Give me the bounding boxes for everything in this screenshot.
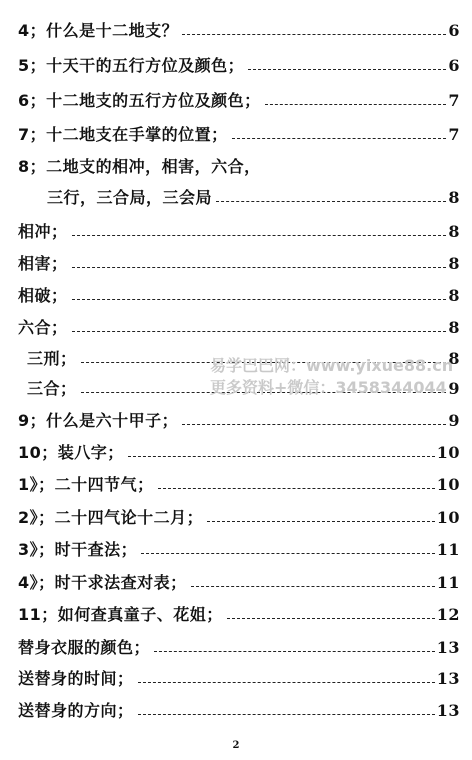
toc-entry	[18, 500, 460, 526]
watermark-line: 更多资料+微信：3458344044	[210, 378, 447, 397]
toc-page: 13	[436, 701, 460, 720]
toc-page: 8	[448, 349, 460, 368]
toc-page: 10	[436, 443, 460, 462]
toc-page: 13	[436, 638, 460, 657]
toc-page: 8	[448, 318, 460, 337]
toc-entry	[18, 83, 460, 109]
toc-page: 8	[448, 286, 460, 305]
toc-title: 4》；时干求法查对表；	[18, 573, 187, 592]
toc-entry	[18, 630, 460, 656]
watermark	[210, 355, 465, 399]
toc-title: 4；什么是十二地支？	[18, 21, 179, 40]
toc-entry	[18, 214, 460, 240]
toc-page: 6	[448, 21, 460, 40]
toc-title: 送替身的时间；	[18, 669, 134, 688]
toc-title: 相冲；	[18, 222, 68, 241]
toc-title: 相害；	[18, 254, 68, 273]
toc-title: 8；二地支的相冲，相害，六合，	[18, 157, 261, 176]
toc-page: 9	[448, 379, 460, 398]
toc-page: 13	[436, 669, 460, 688]
dot-leader	[72, 299, 447, 300]
dot-leader	[158, 488, 435, 489]
toc-entry	[18, 117, 460, 143]
toc-page: 12	[436, 605, 460, 624]
toc-entry	[47, 180, 460, 206]
toc-page: 8	[448, 222, 460, 241]
dot-leader	[232, 138, 447, 139]
dot-leader	[182, 424, 446, 425]
toc-title: 替身衣服的颜色；	[18, 638, 151, 657]
toc-title: 6；十二地支的五行方位及颜色；	[18, 91, 261, 110]
page-number: 2	[232, 740, 240, 751]
toc-entry	[18, 403, 460, 429]
dot-leader	[138, 682, 435, 683]
dot-leader	[265, 104, 447, 105]
dot-leader	[207, 521, 435, 522]
toc-title: 3》；时干查法；	[18, 540, 138, 559]
toc-entry	[18, 13, 460, 39]
toc-page: 7	[448, 91, 460, 110]
toc-page: 10	[436, 508, 460, 527]
toc-title: 相破；	[18, 286, 68, 305]
dot-leader	[154, 651, 435, 652]
dot-leader	[128, 456, 435, 457]
toc-page: 8	[448, 188, 460, 207]
toc-page: 11	[436, 540, 460, 559]
toc-page: 10	[436, 475, 460, 494]
toc-entry	[18, 467, 460, 493]
toc-page: 9	[448, 411, 460, 430]
toc-title: 2》；二十四气论十二月；	[18, 508, 204, 527]
toc-title: 1》；二十四节气；	[18, 475, 154, 494]
toc-page: 8	[448, 254, 460, 273]
dot-leader	[227, 618, 435, 619]
toc-entry	[18, 661, 460, 687]
toc-page: 6	[448, 56, 460, 75]
dot-leader	[141, 553, 435, 554]
toc-entry	[18, 693, 460, 719]
toc-entry	[18, 597, 460, 623]
dot-leader	[216, 201, 446, 202]
toc-title: 送替身的方向；	[18, 701, 134, 720]
toc-entry	[18, 310, 460, 336]
toc-title: 三合；	[27, 379, 77, 398]
dot-leader	[182, 34, 446, 35]
toc-entry	[18, 435, 460, 461]
dot-leader	[248, 69, 446, 70]
toc-title: 5；十天干的五行方位及颜色；	[18, 56, 245, 75]
toc-title: 7；十二地支在手掌的位置；	[18, 125, 228, 144]
toc-title: 三行，三合局，三会局	[47, 188, 213, 207]
toc-entry	[18, 565, 460, 591]
watermark-line: 易学巴巴网：www.yixue88.cn	[210, 356, 454, 375]
toc-entry	[18, 48, 460, 74]
dot-leader	[72, 331, 447, 332]
toc-page: 11	[436, 573, 460, 592]
toc-entry-heading	[18, 149, 261, 175]
toc-entry	[18, 246, 460, 272]
dot-leader	[138, 714, 435, 715]
toc-entry	[18, 278, 460, 304]
toc-title: 六合；	[18, 318, 68, 337]
dot-leader	[72, 235, 447, 236]
toc-title: 9；什么是六十甲子；	[18, 411, 179, 430]
toc-title: 三刑；	[27, 349, 77, 368]
toc-page: 7	[448, 125, 460, 144]
dot-leader	[191, 586, 435, 587]
toc-entry	[18, 532, 460, 558]
toc-title: 10；装八字；	[18, 443, 124, 462]
dot-leader	[72, 267, 447, 268]
toc-title: 11；如何查真童子、花姐；	[18, 605, 223, 624]
